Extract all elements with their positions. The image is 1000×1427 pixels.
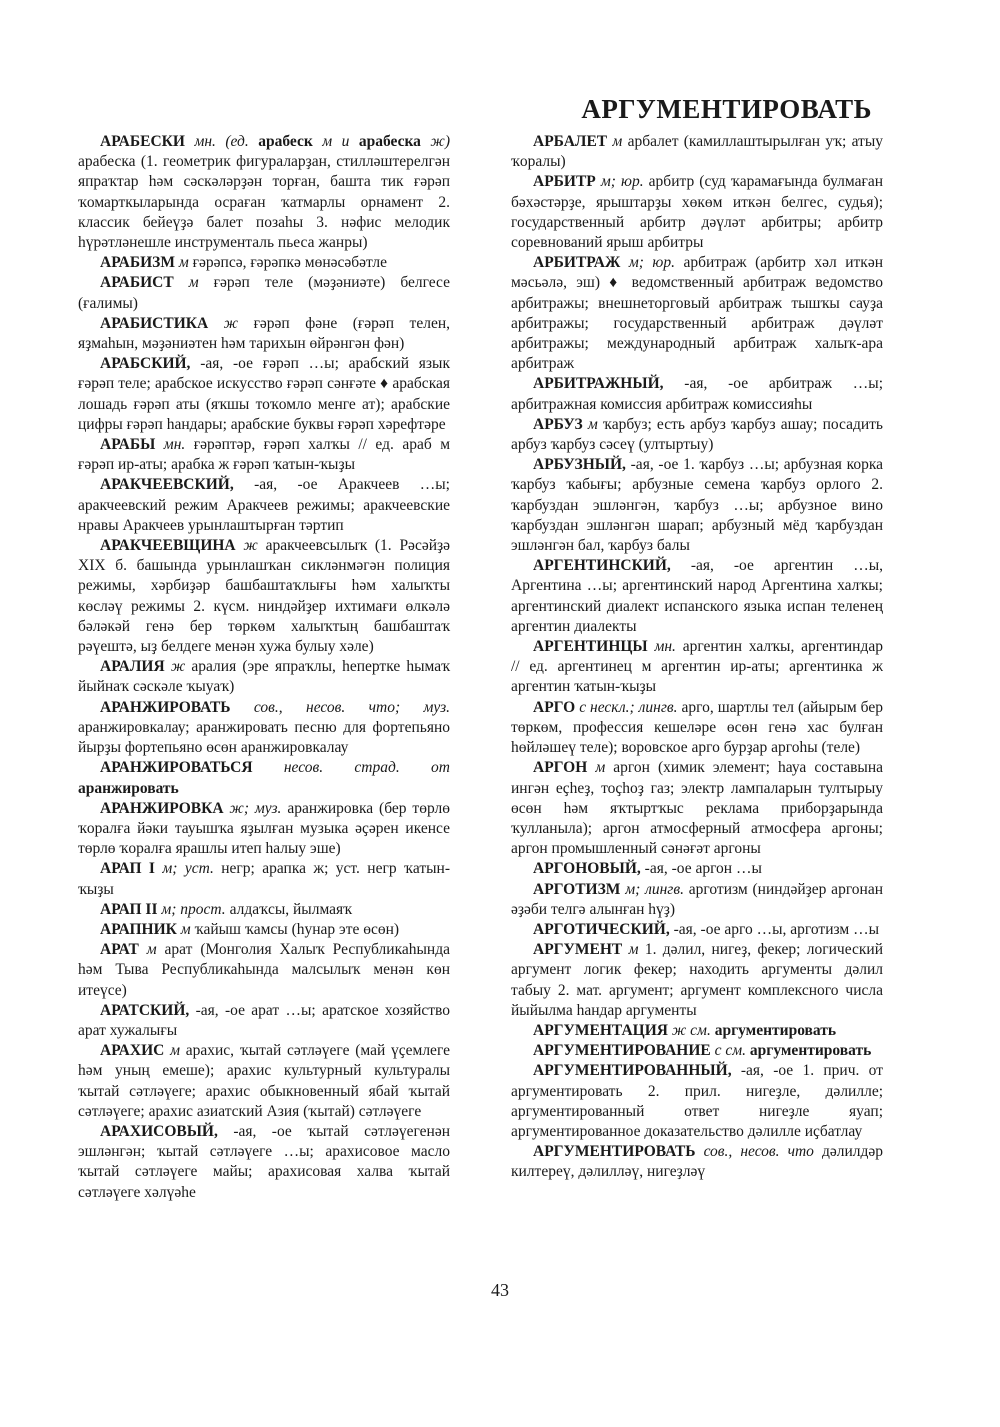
definition: негр; арапка ж; уст. негр ҡатын-ҡыҙы: [78, 860, 450, 898]
grammar-note: м: [582, 415, 598, 433]
headword: АРАПНИК: [100, 920, 177, 938]
dictionary-entry: [78, 698, 450, 759]
grammar-note: ж: [208, 314, 239, 332]
dictionary-entry: [511, 758, 883, 859]
definition: -ая, -ое аргон …ы: [640, 860, 762, 878]
grammar-note: м; лингв.: [620, 880, 684, 898]
grammar-note: мн.: [155, 436, 186, 454]
headword: АРБИТР: [533, 173, 596, 191]
headword: АРГОТИЗМ: [533, 880, 621, 898]
definition: ҡарбуз; есть арбуз ҡарбуз ашау; посадить арбуз ҡарбуз сәсеү (ултыртыу): [511, 415, 883, 454]
definition: арго, шартлы тел (айырым бер төркөм, профессия кешеләре өсөн генә хас булған һөйләшеү теле); воровское арго бурҙар аргоһы (теле): [511, 698, 883, 757]
grammar-note: м: [138, 941, 157, 959]
definition: -ая, -ое 1. ҡарбуз …ы; арбузная корка ҡарбуз ҡабығы; арбузные семена ҡарбуз орлого 2. ҡарбуздан эшләнгән, ҡарбуз …ы; арбузное вино ҡарбуздан эшләнгән шарап; арбузный мёд ҡарбуздан эшләнгән бал, ҡарбуз балы: [511, 456, 883, 555]
headword: АРГУМЕНТИРОВАННЫЙ,: [533, 1062, 732, 1080]
definition: 1. дәлил, нигеҙ, фекер; логический аргумент логик фекер; находить аргументы дәлил табыу 2. мат. аргумент; аргумент комплексного числа йыйылма һандар аргументы: [511, 941, 883, 1019]
page-number: 43: [491, 1280, 509, 1300]
dictionary-entry: [511, 940, 883, 1021]
grammar-note: ж см.: [668, 1021, 711, 1039]
headword: АРАБИСТ: [100, 274, 174, 292]
grammar-note: м; прост.: [157, 900, 226, 918]
definition: аргументировать: [746, 1042, 872, 1060]
definition: ҡайыш ҡамсы (һунар эте өсөн): [190, 920, 400, 938]
definition: аргон (химик элемент; һауа составына ингән еҫһеҙ, тоҫһоҙ газ; электр лампаларын тултырыу өсөн һәм яҡтыртҡыс реклама приборҙарында ҡулланыла); аргон атмосферный атмосфера аргоны; аргон промышленный сәнәғәт аргоны: [511, 759, 883, 858]
definition: -ая, -ое ҡытай сәтләүегенән эшләнгән; ҡытай сәтләүеге …ы; арахисовое масло ҡытай сәтләүеге майы; арахисовая халва ҡытай сәтләүеге хәлүәһе: [78, 1122, 450, 1201]
definition: ғәрәптәр, ғәрәп халҡы // ед. араб м ғәрәп ир-аты; арабка ж ғәрәп ҡатын-ҡыҙы: [78, 436, 450, 474]
dictionary-entry: [78, 859, 450, 899]
headword: АРАХИСОВЫЙ,: [100, 1122, 218, 1140]
dictionary-entry: [511, 637, 883, 698]
grammar-note: м: [607, 133, 623, 150]
grammar-note: м и: [312, 133, 359, 150]
dictionary-entry: [78, 1001, 450, 1041]
grammar-note: сов., несов. что; муз.: [230, 698, 450, 716]
definition: -ая, -ое аргентин …ы, Аргентина …ы; аргентинский народ Аргентина халҡы; аргентинский диалект испанского языка испан теленең аргентин диалекты: [511, 557, 883, 635]
grammar-note: ж; муз.: [223, 799, 282, 817]
dictionary-entry: [78, 253, 450, 273]
definition: аранжировкалау; аранжировать песню для фортепьяно йырҙы фортепьяно өсөн аранжировкалау: [78, 718, 450, 757]
dictionary-entry: [78, 273, 450, 313]
grammar-note: ж: [164, 658, 186, 676]
headword: АРАХИС: [100, 1042, 165, 1060]
headword: АРАТСКИЙ,: [100, 1001, 190, 1019]
dictionary-entry: [78, 657, 450, 697]
headword: АРГО: [533, 698, 576, 716]
headword: АРБИТРАЖНЫЙ,: [533, 375, 664, 393]
dictionary-entry: [78, 314, 450, 354]
dictionary-entry: [511, 880, 883, 920]
headword: АРГОТИЧЕСКИЙ,: [533, 920, 670, 938]
headword: АРГУМЕНТИРОВАТЬ: [533, 1143, 696, 1161]
dictionary-entry: [78, 354, 450, 435]
definition: арготизм (ниндәйҙер аргонан әҙәби телгә алынған һүҙ): [511, 880, 884, 918]
definition: ғәрәп теле (мәҙәниәте) белгесе (ғалимы): [78, 274, 450, 312]
headword: АРАБЫ: [100, 436, 156, 454]
dictionary-entry: [511, 1142, 883, 1182]
definition: ғәрәпсә, ғәрәпкә мөнәсәбәтле: [188, 254, 388, 272]
definition: -ая, -ое ғәрәп …ы; арабский язык ғәрәп теле; арабское искусство ғәрәп сәнғәте ♦ арабская лошадь ғәрәп аты (яҡшы тоҡомло менге ат); арабские цифры ғәрәп һандары; арабские буквы ғәрәп хәрефтәре: [78, 355, 450, 433]
definition: -ая, -ое Аракчеев …ы; аракчеевский режим Аракчеев режимы; аракчеевские нравы Аракчеев урынлаштырған тәртип: [78, 476, 450, 534]
headword: АРАБИСТИКА: [100, 314, 209, 332]
dictionary-entry: [78, 900, 450, 920]
grammar-note: м: [175, 254, 189, 272]
dictionary-entry: [511, 1041, 883, 1061]
headword: АРАНЖИРОВКА: [100, 799, 224, 817]
grammar-note: м; юр.: [595, 173, 644, 191]
headword: АРАП I: [100, 860, 155, 878]
definition: аралия (эре япраҡлы, һепертке һымаҡ йыйнаҡ сәскәле ҡыуаҡ): [78, 658, 450, 696]
definition: арахис, ҡытай сәтләүеге (май үҫемлеге һәм уның емеше); арахис культурный культуралы ҡытай сәтләүеге; арахис обыкновенный ябай ҡытай сәтләүеге; арахис азиатский Азия (ҡытай) сәтләүеге: [78, 1042, 450, 1120]
definition: арат (Монголия Халыҡ Республикаһында һәм Тыва Республикаһында малсылыҡ менән көн итеүсе): [78, 941, 450, 999]
headword: АРАБИЗМ: [100, 254, 175, 272]
dictionary-entry: [78, 1041, 450, 1122]
dictionary-entry: [78, 940, 450, 1001]
definition: аргументировать: [710, 1021, 837, 1039]
headword: АРАНЖИРОВАТЬ: [100, 698, 231, 716]
headword: АРАНЖИРОВАТЬСЯ: [100, 759, 253, 777]
phrase: арабеск: [258, 133, 313, 150]
headword: АРАКЧЕЕВСКИЙ,: [100, 476, 234, 494]
definition: -ая, -ое арбитраж …ы; арбитражная комиссия арбитраж комиссияһы: [511, 375, 883, 413]
headword: АРГУМЕНТАЦИЯ: [533, 1021, 668, 1039]
headword: АРГУМЕНТИРОВАНИЕ: [533, 1042, 711, 1060]
dictionary-entry: [511, 374, 883, 414]
running-head: АРГУМЕНТИРОВАТЬ: [581, 94, 872, 124]
definition: алдаҡсы, йылмаяҡ: [225, 900, 353, 918]
left-column: [78, 132, 450, 1203]
definition: арбалет (камиллаштырылған уҡ; атыу ҡоралы): [511, 133, 883, 171]
dictionary-entry: [78, 536, 450, 657]
dictionary-entry: [78, 475, 450, 536]
definition: -ая, -ое 1. прич. от аргументировать 2. прил. нигеҙле, дәлилле; аргументированный ответ нигеҙле яуап; аргументированное доказательство дәлилле иҫбатлау: [511, 1062, 883, 1140]
headword: АРГУМЕНТ: [533, 941, 623, 959]
dictionary-entry: [511, 455, 883, 556]
right-column: [511, 132, 883, 1183]
dictionary-entry: [511, 132, 883, 172]
definition: арбитраж (арбитр хәл иткән мәсьәлә, эш) ♦ ведомственный арбитраж ведомство арбитражы; внешнеторговый арбитраж тышҡы сауҙа арбитражы; государственный арбитраж дәүләт арбитражы; международный арбитраж халыҡ-ара арбитраж: [511, 254, 883, 373]
dictionary-entry: [511, 556, 883, 637]
headword: АРГОНОВЫЙ,: [533, 860, 641, 878]
definition: аракчеевсылыҡ (1. Рәсәйҙә XIX б. башында урынлашҡан сикләнмәгән полиция режимы, хәрбиҙәр башбаштаҡлығы һәм халыҡты көсләү режимы 2. күсм. ниндәйҙер ихтимағи өлкәлә бәләкәй генә бер төркөм халыҡтың башбаштаҡ рәүештә, ыҙ белдеге менән хужа булыу хәле): [78, 537, 450, 656]
headword: АРГЕНТИНСКИЙ,: [533, 557, 671, 575]
grammar-note: с нескл.; лингв.: [575, 698, 678, 716]
headword: АРБУЗНЫЙ,: [533, 456, 626, 474]
dictionary-entry: [511, 698, 883, 759]
definition: аранжировка (бер төрлө ҡоралға йәки тауышҡа яҙылған музыка әҫәрен икенсе төрлө ҡоралға ярашлы итеп һалыу эше): [78, 799, 450, 858]
definition: дәлилдәр килтереү, дәлилләү, нигеҙләү: [511, 1143, 884, 1181]
grammar-note: м: [622, 941, 639, 959]
dictionary-entry: [78, 435, 450, 475]
grammar-note: м; уст.: [154, 860, 214, 878]
dictionary-entry: [511, 253, 883, 374]
headword: АРАБЕСКИ: [100, 133, 185, 150]
grammar-note: м: [173, 274, 199, 292]
definition: аранжировать: [78, 779, 179, 797]
grammar-note: м; юр.: [620, 254, 675, 272]
definition: арабеска (1. геометрик фигураларҙан, стилләштерелгән япраҡтар һәм сәскәләрҙән торған, башта тик ғәрәп ҡомарткыларында осраған ҡатмарлы орнамент 2. классик бейеүҙә балет позаһы 3. нәфис мелодик һүрәтләнешле инструменталь пьеса жанры): [78, 153, 450, 252]
headword: АРАКЧЕЕВЩИНА: [100, 537, 236, 555]
grammar-note: ж): [420, 133, 450, 150]
headword: АРБИТРАЖ: [533, 254, 621, 272]
headword: АРАП II: [100, 900, 158, 918]
headword: АРГЕНТИНЦЫ: [533, 638, 648, 656]
grammar-note: м: [176, 920, 191, 938]
grammar-note: сов., несов. что: [695, 1143, 814, 1161]
dictionary-entry: [511, 415, 883, 455]
grammar-note: с см.: [710, 1042, 747, 1060]
dictionary-entry: [511, 859, 883, 879]
grammar-note: м: [587, 759, 606, 777]
dictionary-entry: [78, 758, 450, 798]
definition: аргентин халҡы, аргентиндар // ед. аргентинец м аргентин ир-аты; аргентинка ж аргентин ҡатын-ҡыҙы: [511, 638, 883, 696]
dictionary-entry: [511, 1021, 883, 1041]
dictionary-entry: [78, 799, 450, 860]
definition: -ая, -ое арат …ы; аратское хозяйство арат хужалығы: [78, 1001, 450, 1039]
dictionary-entry: [78, 1122, 450, 1203]
headword: АРАЛИЯ: [100, 658, 165, 676]
grammar-note: м: [164, 1042, 180, 1060]
headword: АРАБСКИЙ,: [100, 355, 191, 373]
grammar-note: мн. (ед.: [194, 133, 259, 150]
grammar-note: мн.: [647, 638, 676, 656]
definition: арбитр (суд ҡарамағында булмаған бәхәстәрҙе, ярыштарҙы хөкөм иткән белгес, судья); государственный арбитр дәүләт арбитры; арбитр соревнований ярыш арбитры: [511, 173, 883, 252]
dictionary-entry: [511, 172, 883, 253]
grammar-note: несов. страд. от: [252, 759, 450, 777]
grammar-note: ж: [235, 537, 258, 555]
dictionary-entry: [511, 1061, 883, 1142]
headword: АРБУЗ: [533, 415, 583, 433]
dictionary-entry: [78, 920, 450, 940]
definition: ғәрәп фәне (ғәрәп телен, яҙмаһын, мәҙәниәтен һәм тарихын өйрәнгән фән): [78, 314, 450, 353]
dictionary-entry: [511, 920, 883, 940]
headword: АРБАЛЕТ: [533, 133, 608, 150]
phrase: арабеска: [358, 133, 421, 150]
dictionary-entry: [78, 132, 450, 253]
headword: АРГОН: [533, 759, 588, 777]
headword: АРАТ: [100, 941, 139, 959]
definition: -ая, -ое арго …ы, арготизм …ы: [669, 920, 879, 938]
